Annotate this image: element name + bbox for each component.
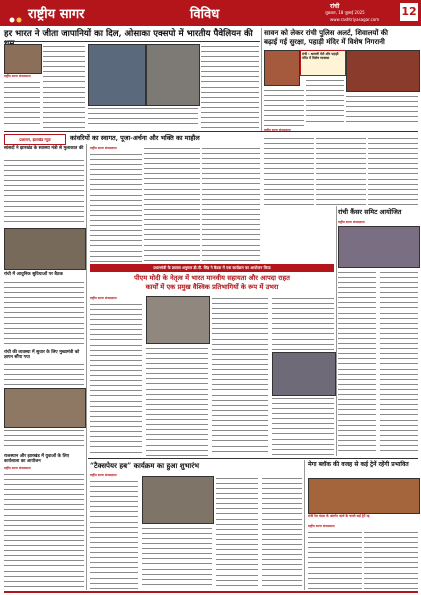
mega-block-text [364, 530, 418, 589]
pm-kicker: प्रधानमंत्री के प्रस्ताव अनुसार डी.पी. सिंह ने बैठक में एक कार्यक्रम का आयोजन किया [153, 265, 271, 270]
shravan-text [264, 136, 314, 206]
logo-ornament-icon [8, 9, 24, 17]
top-story-text [201, 44, 259, 128]
group-photo [4, 388, 86, 428]
pm-text [272, 396, 334, 456]
shravan-text [264, 88, 304, 126]
newspaper-logo[interactable]: राष्ट्रीय सागर [28, 7, 85, 22]
shravan-headline-line2[interactable]: बढ़ाई गई सुरक्षा, पहाड़ी मंदिर में विशेष निगरानी [264, 37, 385, 46]
left-story3-headline[interactable]: रांची की व्यवस्था में सुधार के लिए मुख्यमंत्री को ज्ञापन सौंपा गया [4, 350, 80, 361]
shravan-text [316, 136, 366, 206]
taxpayer-byline: राष्ट्रीय सागर संवाददाता [90, 473, 117, 477]
left-story3-text [4, 362, 84, 386]
pavilion-photo [88, 44, 146, 106]
column-rule [336, 206, 337, 456]
temple-photo [346, 50, 420, 92]
mega-block-text [308, 530, 362, 589]
column-rule [86, 144, 87, 590]
top-story-text [88, 106, 198, 128]
cancer-summit-text [338, 270, 376, 454]
mid-story-byline: राष्ट्रीय सागर संवाददाता [90, 146, 117, 150]
mega-block-headline[interactable]: मेगा ब्लॉक की वजह से कई ट्रेनें रहेंगी प्रभावित [308, 461, 409, 468]
pm-headline[interactable]: पीएम मोदी के नेतृत्व में भारत मानवीय सहायता और आपदा राहत [134, 274, 290, 282]
callout-text: रांची : श्रावणी मेले और पहाड़ी मंदिर में विशेष व्यवस्था [302, 52, 339, 60]
left-story1-text [4, 158, 84, 226]
left-story4-headline[interactable]: राजस्थान और झारखंड में युवाओं के लिए कार्यशाला का आयोजन [4, 454, 69, 465]
taxpayer-text [216, 476, 258, 589]
masthead [0, 0, 421, 26]
shravan-text [368, 136, 418, 206]
divider [4, 41, 260, 42]
left-story2-headline[interactable]: रांची में आधुनिक सुविधाओं पर बैठक [4, 272, 63, 277]
pm-byline: राष्ट्रीय सागर संवाददाता [90, 296, 117, 300]
left-story2-text [4, 280, 84, 346]
mega-block-note: रांची रेल मंडल के अंतर्गत कार्य के चलते कई ट्रेनें रद्द [308, 514, 370, 518]
mid-story-text [144, 146, 200, 262]
pm-text [146, 346, 208, 456]
page-bottom-rule [4, 591, 418, 593]
section-title: विविध [190, 7, 220, 22]
cancer-summit-headline[interactable]: रांची कैंसर समिट आयोजित [338, 208, 402, 216]
story-photo [4, 44, 42, 74]
left-story4-text [4, 472, 84, 590]
pm-text [212, 296, 268, 456]
taxpayer-text [90, 479, 138, 589]
left-section-label: प्रशासन, झारखंड न्यूज़ [19, 137, 51, 142]
cancer-summit-byline: राष्ट्रीय सागर संवाददाता [338, 220, 365, 224]
pm-headline-line2[interactable]: कार्यों में एक प्रमुख वैश्विक प्रतिभागियों के रूप में उभरा [145, 283, 279, 291]
taxpayer-text [262, 476, 302, 589]
column-rule [261, 28, 262, 132]
left-byline: राष्ट्रीय सागर संवाददाता [4, 466, 31, 470]
pm-kicker-band [90, 264, 334, 272]
top-story-byline: राष्ट्रीय सागर संवाददाता [4, 74, 31, 78]
divider [4, 131, 418, 132]
temple-photo [264, 50, 300, 86]
cancer-summit-photo [338, 226, 420, 268]
top-story-headline[interactable]: हर भारत ने जीता जापानियों का दिल, ओसाका एक्सपो में भारतीय पैवेलियन की [4, 29, 253, 39]
summit-photo [272, 352, 336, 396]
shravan-callout [300, 50, 346, 76]
mid-story-text [202, 146, 260, 262]
meeting-photo [4, 228, 86, 270]
left-story1-headline[interactable]: सांसदों ने झारखंड के स्वास्थ्य मंत्री से मुलाकात की [4, 146, 84, 151]
pm-photo [146, 296, 210, 344]
pm-text [90, 302, 142, 456]
pavilion-photo [146, 44, 200, 106]
mid-story-headline[interactable]: कांवरियों का स्वागत, पूजा-अर्चना और भक्ति का माहौल [70, 134, 200, 142]
mid-story-text [90, 152, 142, 262]
shravan-headline[interactable]: सावन को लेकर रांची पुलिस अलर्ट, शिवालयों की [264, 28, 388, 37]
column-rule [304, 460, 305, 590]
mega-block-byline: राष्ट्रीय सागर संवाददाता [308, 524, 335, 528]
taxpayer-photo [142, 476, 214, 524]
divider [88, 458, 418, 459]
taxpayer-headline[interactable]: “टैक्सपेयर हब” कार्यक्रम का हुआ शुभारंभ [90, 461, 200, 470]
shravan-text [346, 94, 418, 126]
pm-text [272, 296, 334, 350]
website-url[interactable]: www.rashtriyasagar.com [330, 17, 380, 22]
section-label-box [4, 134, 66, 145]
edition-city: रांची [330, 3, 340, 10]
page-number: 12 [400, 3, 418, 21]
taxpayer-text [142, 526, 212, 589]
shravan-text [306, 78, 344, 126]
train-photo [308, 478, 420, 514]
top-story-text [43, 44, 85, 128]
top-story-text [4, 80, 40, 128]
shravan-byline: राष्ट्रीय सागर संवाददाता [264, 128, 291, 132]
left-story3-text [4, 428, 84, 450]
edition-date: शुक्रवार, 18 जुलाई 2025 [325, 10, 365, 15]
cancer-summit-text [380, 270, 418, 454]
